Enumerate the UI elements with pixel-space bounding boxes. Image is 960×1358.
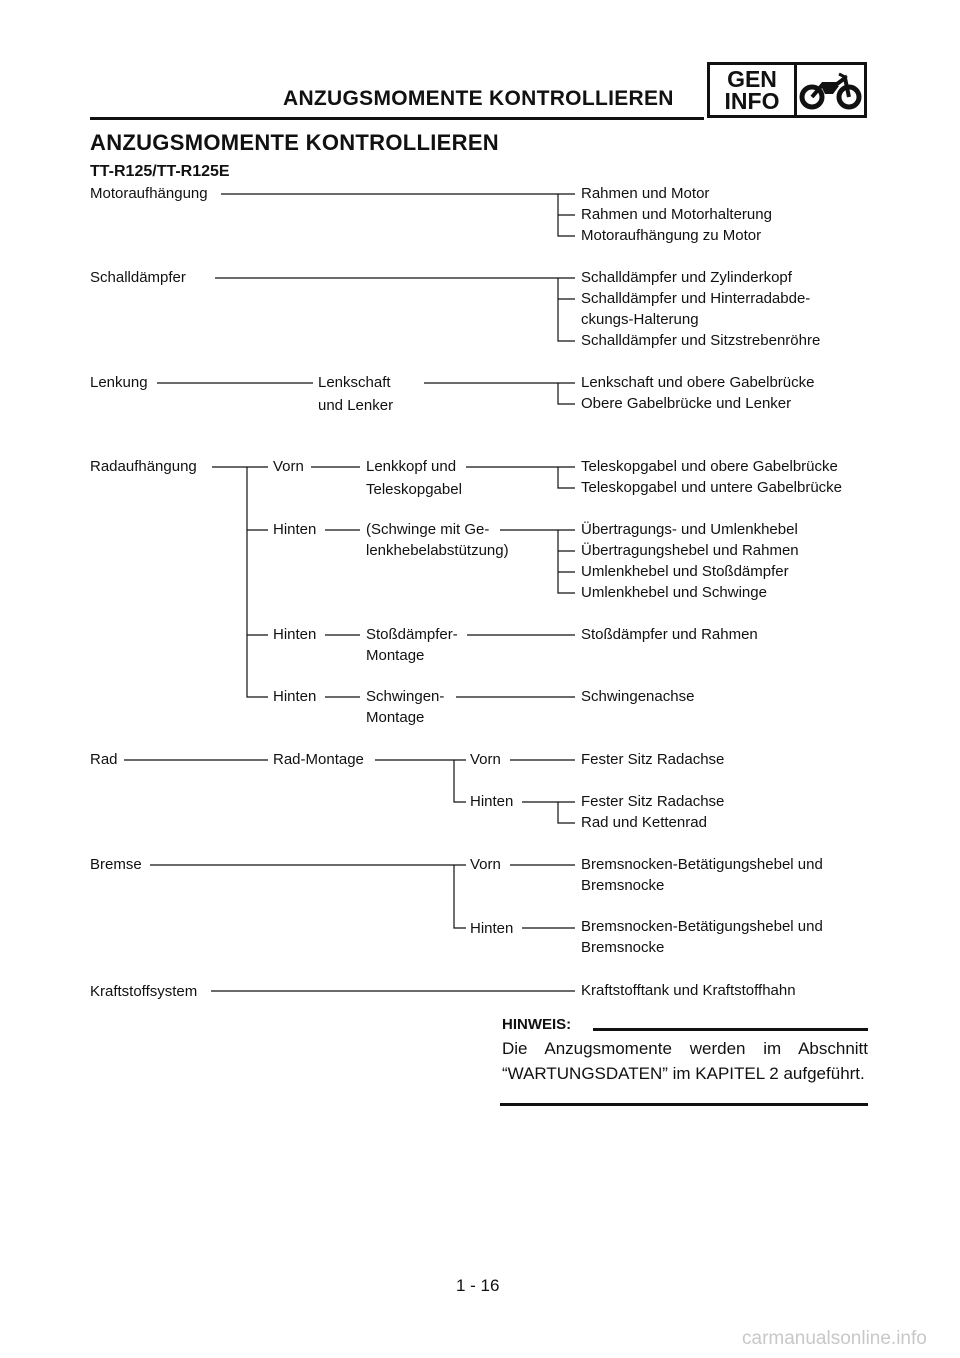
part-label: lenkhebelabstützung): [366, 542, 509, 559]
group-label: Bremse: [90, 856, 142, 873]
torque-item: Bremsnocke: [581, 877, 665, 894]
group-label: Kraftstoffsystem: [90, 983, 198, 1000]
torque-item: Übertragungshebel und Rahmen: [581, 542, 799, 559]
group-label: Rad: [90, 751, 118, 768]
part-label: (Schwinge mit Ge-: [366, 521, 490, 538]
footer-watermark: carmanualsonline.info: [742, 1328, 927, 1349]
part-label: Teleskopgabel: [366, 481, 462, 498]
part-label: Montage: [366, 709, 425, 726]
part-label: Schwingen-: [366, 688, 445, 705]
model-subtitle: TT-R125/TT-R125E: [90, 163, 230, 180]
position-label: Vorn: [470, 856, 501, 873]
torque-item: Umlenkhebel und Schwinge: [581, 584, 767, 601]
position-label: Vorn: [470, 751, 501, 768]
part-label: Montage: [366, 647, 425, 664]
torque-item: Fester Sitz Radachse: [581, 793, 725, 810]
position-label: Vorn: [273, 458, 304, 475]
position-label: Hinten: [470, 920, 514, 937]
torque-item: Bremsnocken-Betätigungshebel und: [581, 918, 823, 935]
page-number: 1 - 16: [456, 1276, 500, 1295]
note-label: HINWEIS:: [502, 1016, 572, 1033]
torque-item: Teleskopgabel und obere Gabelbrücke: [581, 458, 838, 475]
group-label: Radaufhängung: [90, 458, 197, 475]
torque-item: Rad und Kettenrad: [581, 814, 707, 831]
sub-label: und Lenker: [318, 397, 394, 414]
torque-item: Rahmen und Motor: [581, 185, 710, 202]
group-label: Motoraufhängung: [90, 185, 208, 202]
part-label: Stoßdämpfer-: [366, 626, 458, 643]
torque-item: Motoraufhängung zu Motor: [581, 227, 762, 244]
torque-item: Schalldämpfer und Sitzstrebenröhre: [581, 332, 821, 349]
group-label: Schalldämpfer: [90, 269, 186, 286]
torque-item: Umlenkhebel und Stoßdämpfer: [581, 563, 789, 580]
position-label: Hinten: [273, 521, 317, 538]
torque-item: ckungs-Halterung: [581, 311, 699, 328]
torque-item: Obere Gabelbrücke und Lenker: [581, 395, 792, 412]
badge-line1: GEN: [727, 66, 777, 92]
position-label: Hinten: [273, 688, 317, 705]
torque-item: Schalldämpfer und Hinterradabde-: [581, 290, 811, 307]
torque-item: Schwingenachse: [581, 688, 695, 705]
sub-label: Rad-Montage: [273, 751, 364, 768]
torque-item: Bremsnocke: [581, 939, 665, 956]
group-label: Lenkung: [90, 374, 148, 391]
torque-item: Teleskopgabel und untere Gabelbrücke: [581, 479, 843, 496]
torque-item: Stoßdämpfer und Rahmen: [581, 626, 758, 643]
part-label: Lenkkopf und: [366, 458, 457, 475]
torque-item: Lenkschaft und obere Gabelbrücke: [581, 374, 815, 391]
note-text: Die Anzugsmomente werden im Abschnitt “WARTUNGSDATEN” im KAPITEL 2 aufgeführt.: [502, 1039, 868, 1083]
torque-item: Übertragungs- und Umlenkhebel: [581, 521, 798, 538]
torque-item: Kraftstofftank und Kraftstoffhahn: [581, 982, 796, 999]
torque-item: Rahmen und Motorhalterung: [581, 206, 772, 223]
page-title: ANZUGSMOMENTE KONTROLLIEREN: [90, 130, 499, 155]
header-title: ANZUGSMOMENTE KONTROLLIEREN: [283, 87, 674, 110]
sub-label: Lenkschaft: [318, 374, 391, 391]
position-label: Hinten: [273, 626, 317, 643]
badge-line2: INFO: [724, 88, 780, 114]
position-label: Hinten: [470, 793, 514, 810]
torque-item: Bremsnocken-Betätigungshebel und: [581, 856, 823, 873]
torque-item: Schalldämpfer und Zylinderkopf: [581, 269, 792, 286]
torque-item: Fester Sitz Radachse: [581, 751, 725, 768]
